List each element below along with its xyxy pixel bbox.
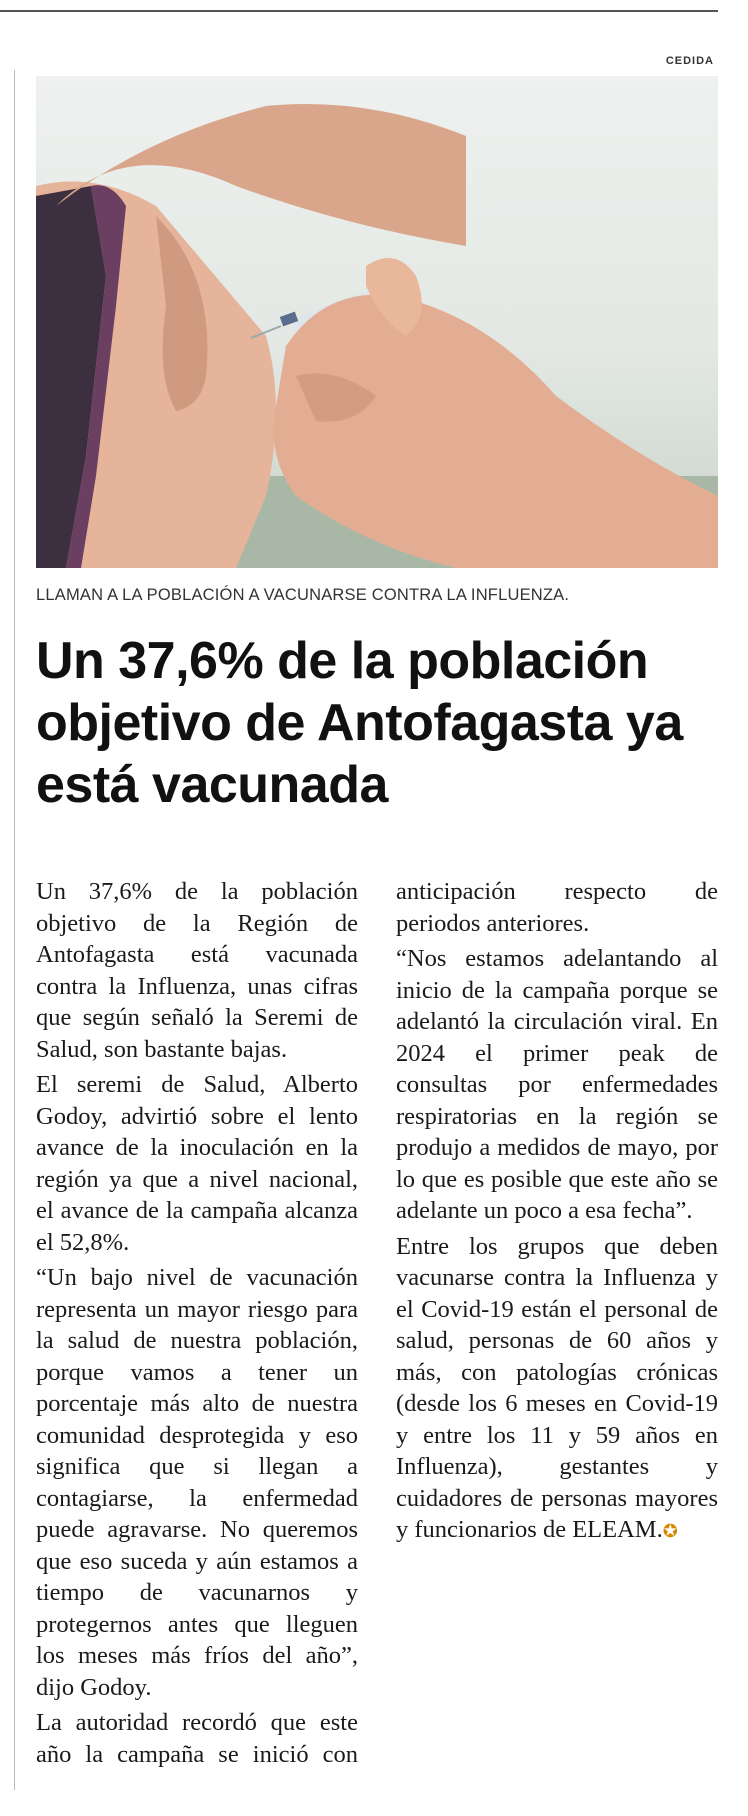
paragraph: La autoridad recordó que este año la campaña se inició con anticipación respecto de periodos anteriores. (36, 878, 718, 1768)
paragraph: Un 37,6% de la población objetivo de la Región de Antofagasta está vacunada contra la Influenza, unas cifras que según señaló la Seremi de Salud, son bastante bajas. (36, 878, 358, 1063)
paragraph-text: Entre los grupos que deben vacunarse contra la Influenza y el Covid-19 están el personal de salud, personas de 60 años y más, con patologías crónicas (desde los 6 meses en Covid-19 y entre los 11 y 59 años en Influenza), gestantes y cuidadores de personas mayores y funcionarios de ELEAM. (396, 1232, 718, 1543)
article-body (36, 876, 718, 1781)
end-mark-icon: ✪ (662, 1521, 678, 1541)
photo-credit: CEDIDA (665, 55, 714, 67)
headline: Un 37,6% de la población objetivo de Antofagasta ya está vacunada (36, 632, 683, 814)
paragraph: “Un bajo nivel de vacunación representa un mayor riesgo para la salud de nuestra población, porque vamos a tener un porcentaje más alto de nuestra comunidad desprotegida y eso significa que si llegan a contagiarse, la enfermedad puede agravarse. No queremos que eso suceda y aún estamos a tiempo de vacunarnos y protegernos antes que lleguen los meses más fríos del año”, dijo Godoy. (36, 1264, 358, 1701)
paragraph: El seremi de Salud, Alberto Godoy, advirtió sobre el lento avance de la inoculación en la región ya que a nivel nacional, el avance de la campaña alcanza el 52,8%. (36, 1071, 358, 1256)
vaccination-photo (36, 76, 718, 568)
paragraph: “Nos estamos adelantando al inicio de la campaña porque se adelantó la circulación viral. En 2024 el primer peak de consultas por enfermedades respiratorias en la región se produjo a medidos de mayo, por lo que es posible que este año se adelante un poco a esa fecha”. (396, 945, 718, 1224)
vaccination-illustration (36, 76, 718, 568)
column-rule (14, 70, 15, 1790)
paragraph-last (396, 1231, 718, 1548)
photo-caption: LLAMAN A LA POBLACIÓN A VACUNARSE CONTRA LA INFLUENZA. (36, 586, 570, 604)
top-rule (0, 10, 718, 12)
